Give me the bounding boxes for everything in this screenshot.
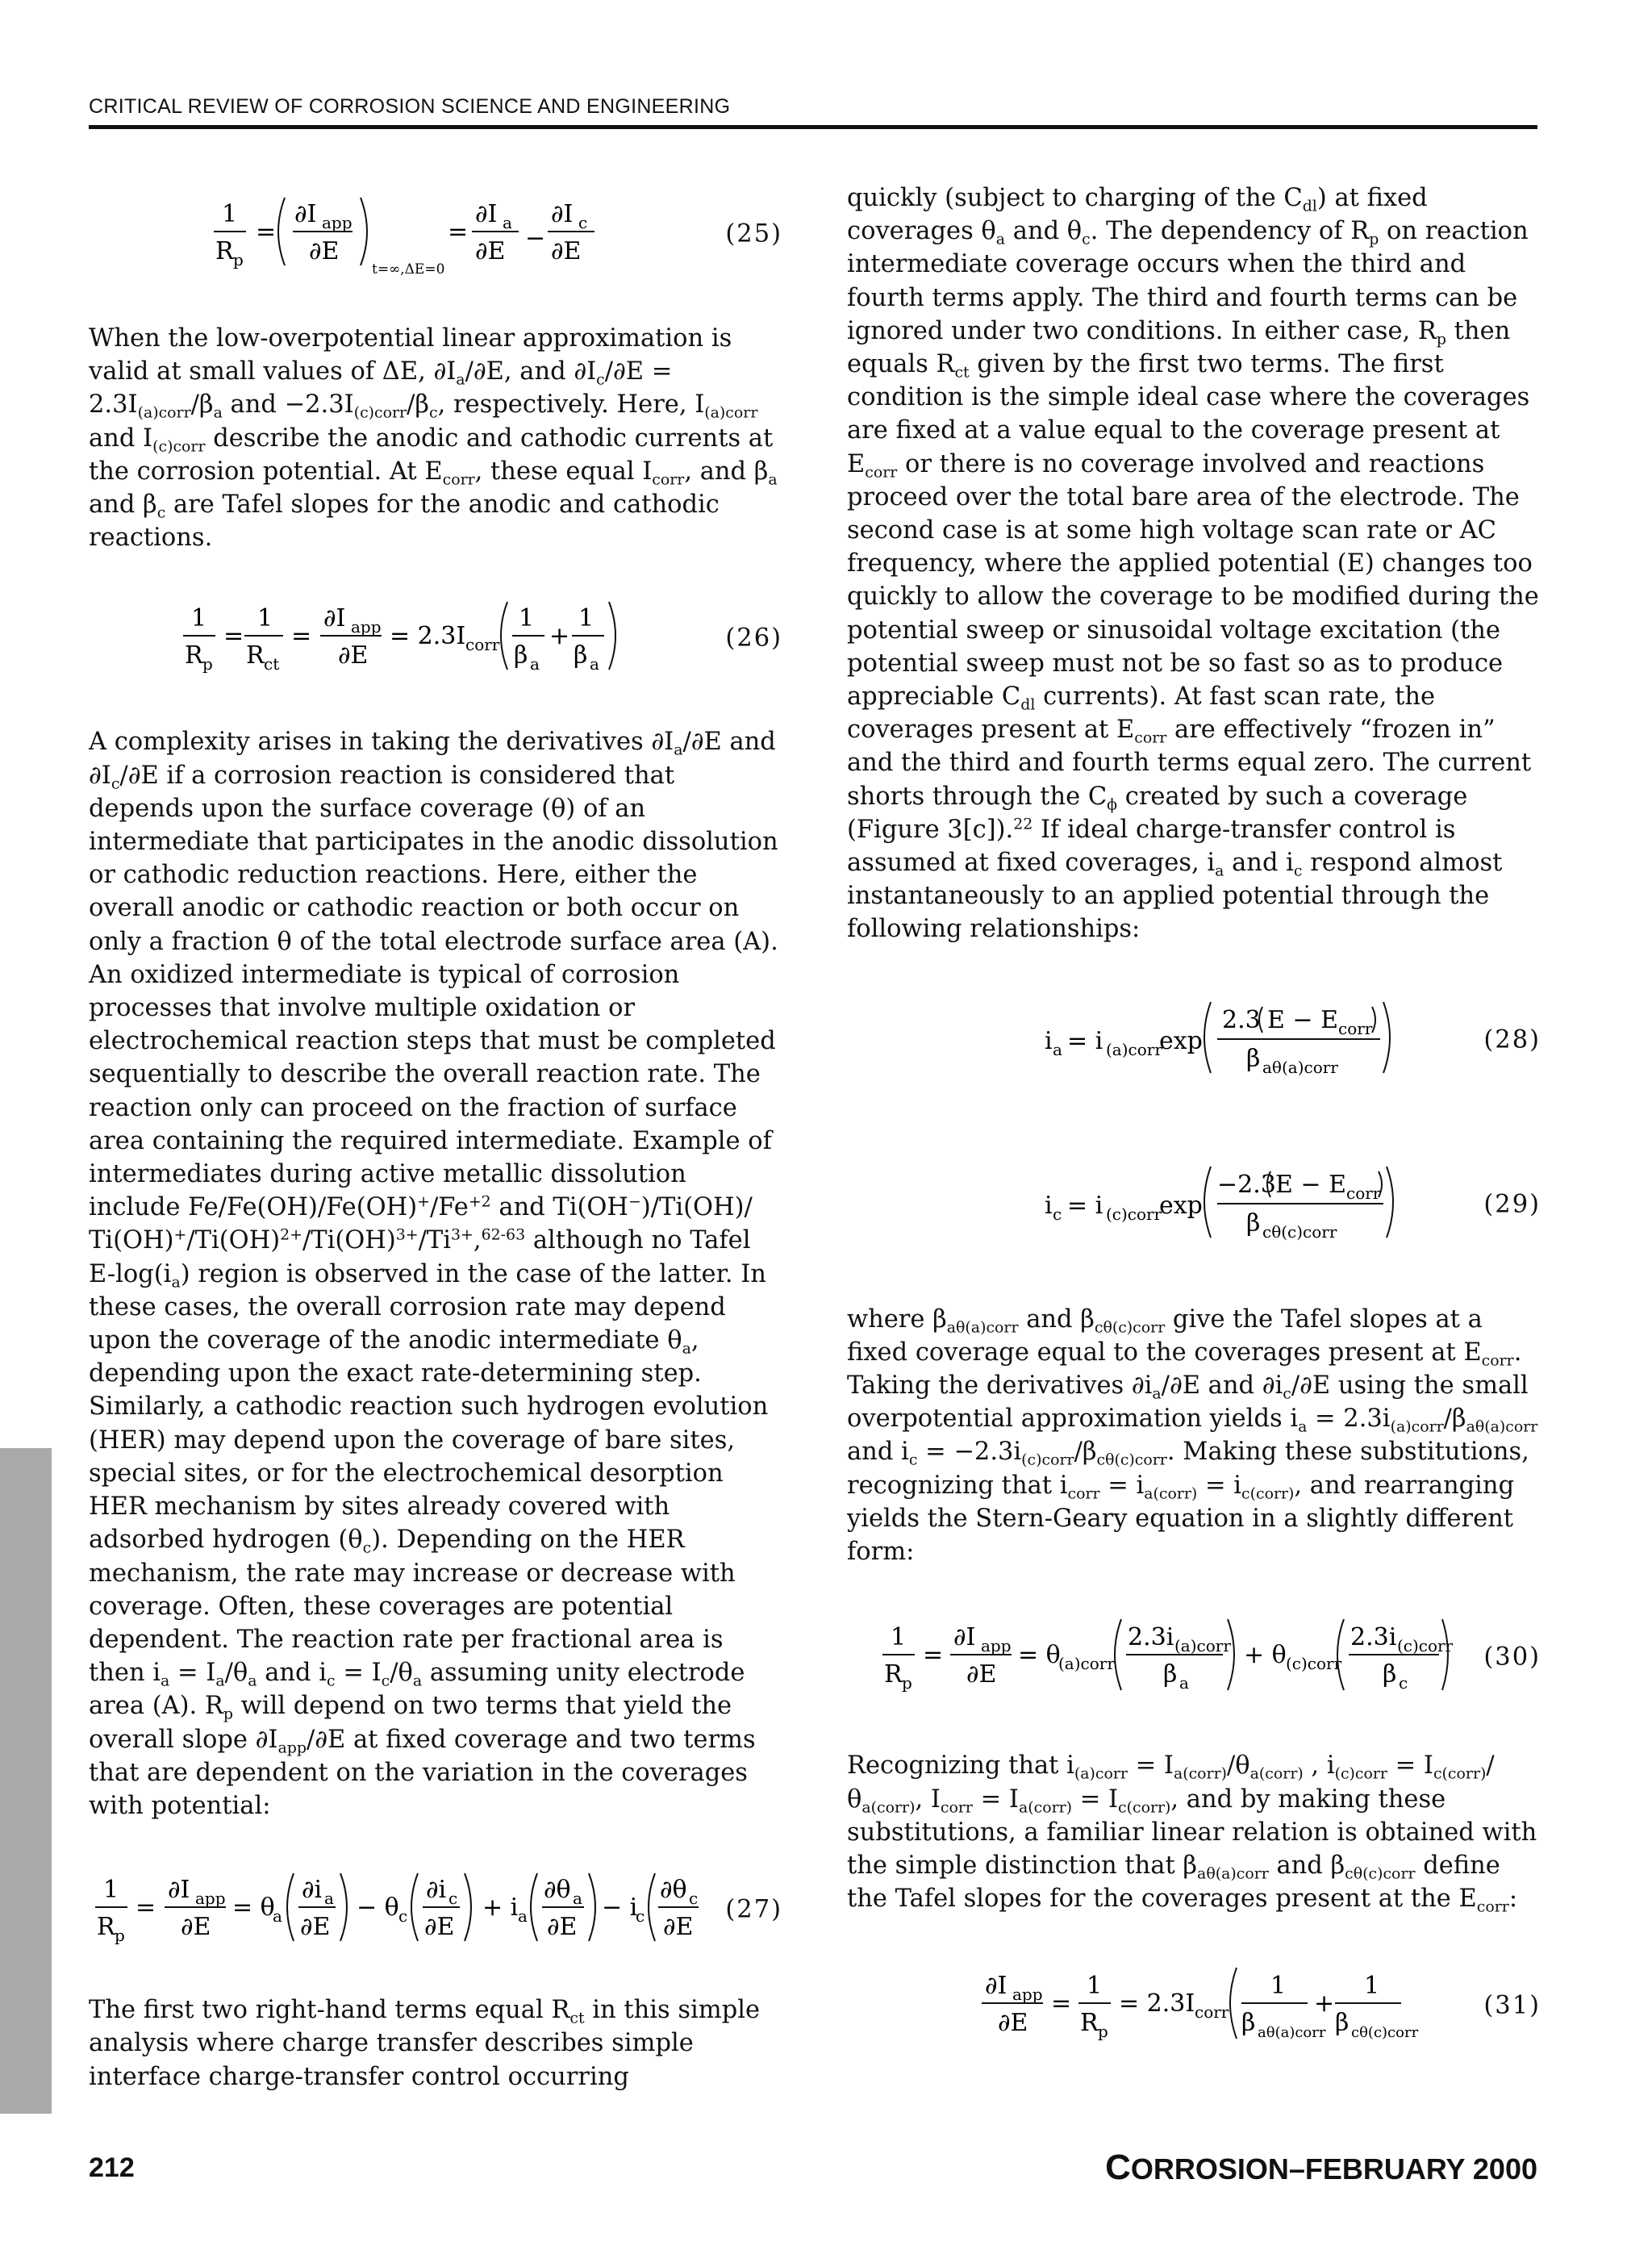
svg-text:1: 1 [891,1623,907,1652]
svg-text:∂I: ∂I [985,1972,1007,2001]
svg-text:+ θ: + θ [1244,1641,1287,1670]
equation-29 [847,1148,1541,1261]
svg-text:corr: corr [465,635,500,655]
sidebar-gray-bar [0,1448,52,2114]
equation-29-formula [907,1152,1391,1257]
svg-text:a: a [1053,1039,1062,1059]
svg-text:R: R [246,641,265,670]
svg-text:c: c [689,1889,699,1909]
svg-text:a: a [324,1889,334,1909]
paragraph: The first two right-hand terms equal $R_{ct}$ in this simple analysis where charge transfer describes simple interface charge-transfer control occurring [89,1996,761,2091]
equation-28 [847,983,1541,1096]
svg-text:∂E: ∂E [475,237,506,265]
svg-text:aθ(a)corr: aθ(a)corr [1258,2024,1326,2042]
svg-text:= θ: = θ [232,1893,275,1922]
svg-text:β: β [514,641,528,670]
svg-text:c: c [1399,1673,1408,1693]
svg-text:exp: exp [1159,1026,1203,1055]
svg-text:p: p [233,250,244,269]
equation-number: (31) [1483,1991,1541,2020]
svg-text:corr: corr [1195,2002,1229,2023]
equation-27 [89,1853,782,1966]
svg-text:= 2.3I: = 2.3I [1119,1989,1195,2018]
svg-text:c: c [448,1889,458,1909]
svg-text:∂E: ∂E [966,1660,997,1689]
equation-number: (27) [725,1895,782,1924]
svg-text:cθ(c)corr: cθ(c)corr [1351,2024,1419,2042]
svg-text:a: a [503,213,512,232]
svg-text:∂E: ∂E [300,1913,331,1942]
svg-text:1: 1 [222,200,238,228]
svg-text:1: 1 [1364,1972,1380,2001]
svg-text:app: app [351,617,382,637]
svg-text:= 2.3I: = 2.3I [390,622,466,651]
svg-text:a: a [1179,1673,1189,1693]
svg-text:a: a [590,654,599,674]
svg-text:app: app [1012,1985,1043,2005]
equation-31 [847,1949,1541,2062]
journal-initial: C [1105,2148,1131,2187]
svg-text:(c)corr: (c)corr [1397,1636,1454,1656]
equation-25 [89,182,782,286]
svg-text:−2.3: −2.3 [1217,1170,1276,1199]
svg-text:− θ: − θ [357,1893,399,1922]
svg-text:= θ: = θ [1018,1641,1061,1670]
svg-text:=: = [223,622,244,651]
svg-text:R: R [185,641,203,670]
svg-text:p: p [115,1926,125,1946]
svg-text:β: β [1246,1044,1261,1073]
equation-number: (28) [1483,1025,1541,1054]
equation-number: (25) [725,219,782,248]
svg-text:ct: ct [264,654,280,674]
svg-text:=: = [448,218,469,246]
svg-text:β: β [1383,1660,1397,1689]
running-header: CRITICAL REVIEW OF CORROSION SCIENCE AND ENGINEERING [89,95,731,118]
journal-footer [1105,2148,1537,2188]
svg-text:aθ(a)corr: aθ(a)corr [1262,1057,1338,1077]
paragraph: Recognizing that $i_{(a)corr} = I_{a(corr)}/\theta_{a(corr)}$ , $i_{(c)corr} = I_{c(corr)}/$ $\theta_{a(corr)}$, $I_{corr} = I_{a(corr)} = I_{c(corr)}$, and by making these substitutions, a familiar linear relation is obtained with the simple distinction that $\beta_{a\theta(a)corr}$ and $\beta_{c\theta(c)corr}$ define the Tafel slopes for the coverages present at the $E_{corr}$: [847,1751,1537,1916]
equation-number: (30) [1483,1643,1541,1672]
svg-text:E − E: E − E [1275,1170,1347,1199]
svg-text:− i: − i [602,1893,638,1922]
equation-31-formula [907,1953,1419,2058]
svg-text:=: = [1051,1989,1072,2018]
svg-text:∂I: ∂I [168,1876,190,1905]
svg-text:∂I: ∂I [953,1623,976,1652]
page-number: 212 [89,2152,135,2183]
svg-text:c: c [1053,1204,1062,1224]
svg-text:∂θ: ∂θ [544,1876,571,1905]
svg-text:1: 1 [103,1876,119,1905]
svg-text:+ i: + i [482,1893,519,1922]
equation-number: (29) [1483,1190,1541,1219]
svg-text:∂E: ∂E [424,1913,455,1942]
svg-text:1: 1 [1270,1972,1287,2001]
svg-text:β: β [1163,1660,1178,1689]
svg-text:2.3i: 2.3i [1128,1623,1174,1652]
svg-text:a: a [530,654,540,674]
svg-text:= i: = i [1067,1191,1103,1220]
svg-text:−: − [525,224,546,253]
svg-text:app: app [981,1636,1012,1656]
svg-text:1: 1 [257,604,273,633]
svg-text:(c)corr: (c)corr [1106,1204,1162,1224]
svg-text:t=∞,ΔE=0: t=∞,ΔE=0 [372,261,445,278]
svg-text:1: 1 [191,604,207,633]
journal-rest: ORROSION–FEBRUARY 2000 [1130,2152,1537,2185]
svg-text:∂θ: ∂θ [660,1876,687,1905]
svg-text:=: = [136,1893,156,1922]
equation-28-formula [907,987,1391,1092]
svg-text:c: c [636,1906,645,1927]
svg-text:p: p [902,1673,912,1693]
paragraph: A complexity arises in taking the derivatives $\partial I_a/\partial E$ and $\partial I_c/\partial E$ if a corrosion reaction is considered that depends upon the surface coverage (θ) of an intermediate that participates in the anodic dissolution or cathodic reduction reactions. Here, either the overall anodic or cathodic reaction or both occur on only a fraction θ of the total electrode surface area (A). An oxidized intermediate is typical of corrosion processes that involve multiple oxidation or electrochemical reaction steps that must be completed sequentially to describe the overall reaction rate. The reaction only can proceed on the fraction of surface area containing the required intermediate. Example of intermediates during active metallic dissolution include $Fe/Fe(OH)/Fe(OH)^+/Fe^{+2}$ and Ti(OH−)/Ti(OH)/ $Ti(OH)^+/Ti(OH)^{2+}/Ti(OH)^{3+}/Ti^{3+},^{62-63}$ although no Tafel $E-\log(i_a)$ region is observed in the case of the latter. In these cases, the overall corrosion rate may depend upon the coverage of the anodic intermediate $\theta_a$, depending upon the exact rate-determining step. Similarly, a cathodic reaction such hydrogen evolution (HER) may depend upon the coverage of bare sites, special sites, or for the electrochemical desorption HER mechanism by sites already covered with adsorbed hydrogen $(\theta_c)$. Depending on the HER mechanism, the rate may increase or decrease with coverage. Often, these coverages are potential dependent. The reaction rate per fractional area is then $i_a = I_a/\theta_a$ and $i_c = I_c/\theta_a$ assuming unity electrode area (A). $R_p$ will depend on two terms that yield the overall slope $\partial I_{app}/\partial E$ at fixed coverage and two terms that are dependent on the variation in the coverages with potential: [89,728,778,1820]
svg-text:(a)corr: (a)corr [1174,1636,1231,1656]
svg-text:cθ(c)corr: cθ(c)corr [1262,1221,1337,1242]
svg-text:+: + [549,622,570,651]
svg-text:c: c [578,213,588,232]
paragraph: where $\beta_{a\theta(a)corr}$ and $\beta_{c\theta(c)corr}$ give the Tafel slopes at a fixed coverage equal to the coverages present at $E_{corr}$. Taking the derivatives $\partial i_a/\partial E$ and $\partial i_c/\partial E$ using the small overpotential approximation yields $i_a = 2.3i_{(a)corr}/\beta_{a\theta(a)corr}$ and $i_c = -2.3i_{(c)corr}/\beta_{c\theta(c)corr}$. Making these substitutions, recognizing that $i_{corr} = i_{a(corr)} = i_{c(corr)}$, and rearranging yields the Stern-Geary equation in a slightly different form: [847,1305,1538,1567]
svg-text:p: p [1098,2022,1108,2042]
svg-text:β: β [574,641,588,670]
svg-text:a: a [518,1906,528,1927]
svg-text:i: i [1045,1191,1053,1220]
svg-text:R: R [884,1660,903,1689]
svg-text:β: β [1246,1209,1261,1238]
equation-number: (26) [725,624,782,653]
svg-text:2.3i: 2.3i [1350,1623,1397,1652]
paragraph: quickly (subject to charging of the $C_{dl}$) at fixed coverages $\theta_a$ and $\theta_c$. The dependency of $R_p$ on reaction intermediate coverage occurs when the third and fourth terms apply. The third and fourth terms can be ignored under two conditions. In either case, $R_p$ then equals $R_{ct}$ given by the first two terms. The first condition is the simple ideal case where the coverages are fixed at a value equal to the coverage present at $E_{corr}$ or there is no coverage involved and reactions proceed over the total bare area of the electrode. The second case is at some high voltage scan rate or AC frequency, where the applied potential (E) changes too quickly to allow the coverage to be modified during the potential sweep or sinusoidal voltage excitation (the potential sweep must not be so fast so as to produce appreciable $C_{dl}$ currents). At fast scan rate, the coverages present at $E_{corr}$ are effectively “frozen in” and the third and fourth terms equal zero. The current shorts through the $C_\phi$ created by such a coverage (Figure 3[c]).$^{22}$ If ideal charge-transfer control is assumed at fixed coverages, $i_a$ and $i_c$ respond almost instantaneously to an applied potential through the following relationships: [847,184,1539,944]
header-rule [89,125,1537,129]
paragraph: When the low-overpotential linear approximation is valid at small values of ΔE, $\partial I_a/\partial E$, and $\partial I_c/\partial E = 2.3I_{(a)corr}/\beta_a$ and $-2.3I_{(c)corr}/\beta_c$, respectively. Here, $I_{(a)corr}$ and $I_{(c)corr}$ describe the anodic and cathodic currents at the corrosion potential. At $E_{corr}$, these equal $I_{corr}$, and $\beta_a$ and $\beta_c$ are Tafel slopes for the anodic and cathodic reactions. [89,324,778,553]
svg-text:(c)corr: (c)corr [1286,1654,1342,1674]
svg-text:1: 1 [1087,1972,1103,2001]
svg-text:corr: corr [1346,1183,1381,1203]
svg-text:1: 1 [578,604,594,633]
svg-text:∂I: ∂I [323,604,346,633]
equation-26-formula [165,586,617,691]
svg-text:app: app [195,1889,226,1909]
svg-text:=: = [256,218,277,246]
svg-text:∂E: ∂E [998,2009,1028,2038]
equation-26 [89,582,782,695]
left-column [89,182,782,2094]
svg-text:∂I: ∂I [551,200,574,228]
svg-text:∂i: ∂i [426,1876,447,1905]
svg-text:∂E: ∂E [551,237,582,265]
svg-text:2.3: 2.3 [1222,1005,1261,1034]
svg-text:∂E: ∂E [309,237,340,265]
svg-text:∂E: ∂E [338,641,369,670]
svg-text:R: R [215,237,234,265]
svg-text:1: 1 [519,604,535,633]
svg-text:p: p [202,654,213,674]
equation-27-formula [90,1857,703,1962]
svg-text:= i: = i [1067,1026,1103,1055]
equation-30-formula [865,1605,1454,1710]
right-column [847,182,1541,2062]
svg-text:a: a [273,1906,282,1927]
svg-text:∂I: ∂I [294,200,317,228]
svg-text:(a)corr: (a)corr [1106,1039,1162,1059]
svg-text:a: a [573,1889,582,1909]
svg-text:=: = [291,622,312,651]
svg-text:+: + [1314,1989,1335,2018]
svg-text:E − E: E − E [1267,1005,1339,1034]
svg-text:i: i [1045,1026,1053,1055]
equation-30 [847,1601,1541,1714]
svg-text:∂E: ∂E [181,1913,211,1942]
svg-text:(a)corr: (a)corr [1058,1654,1115,1674]
svg-text:R: R [1080,2009,1099,2038]
svg-text:β: β [1241,2009,1256,2038]
svg-text:corr: corr [1338,1018,1373,1038]
svg-text:β: β [1335,2009,1350,2038]
svg-text:∂E: ∂E [547,1913,578,1942]
svg-text:exp: exp [1159,1191,1203,1220]
svg-text:app: app [322,213,353,232]
svg-text:c: c [398,1906,408,1927]
equation-25-formula [165,182,617,286]
svg-text:=: = [923,1641,944,1670]
svg-text:∂E: ∂E [663,1913,694,1942]
svg-text:∂I: ∂I [475,200,498,228]
svg-text:∂i: ∂i [302,1876,323,1905]
svg-text:R: R [97,1913,115,1942]
